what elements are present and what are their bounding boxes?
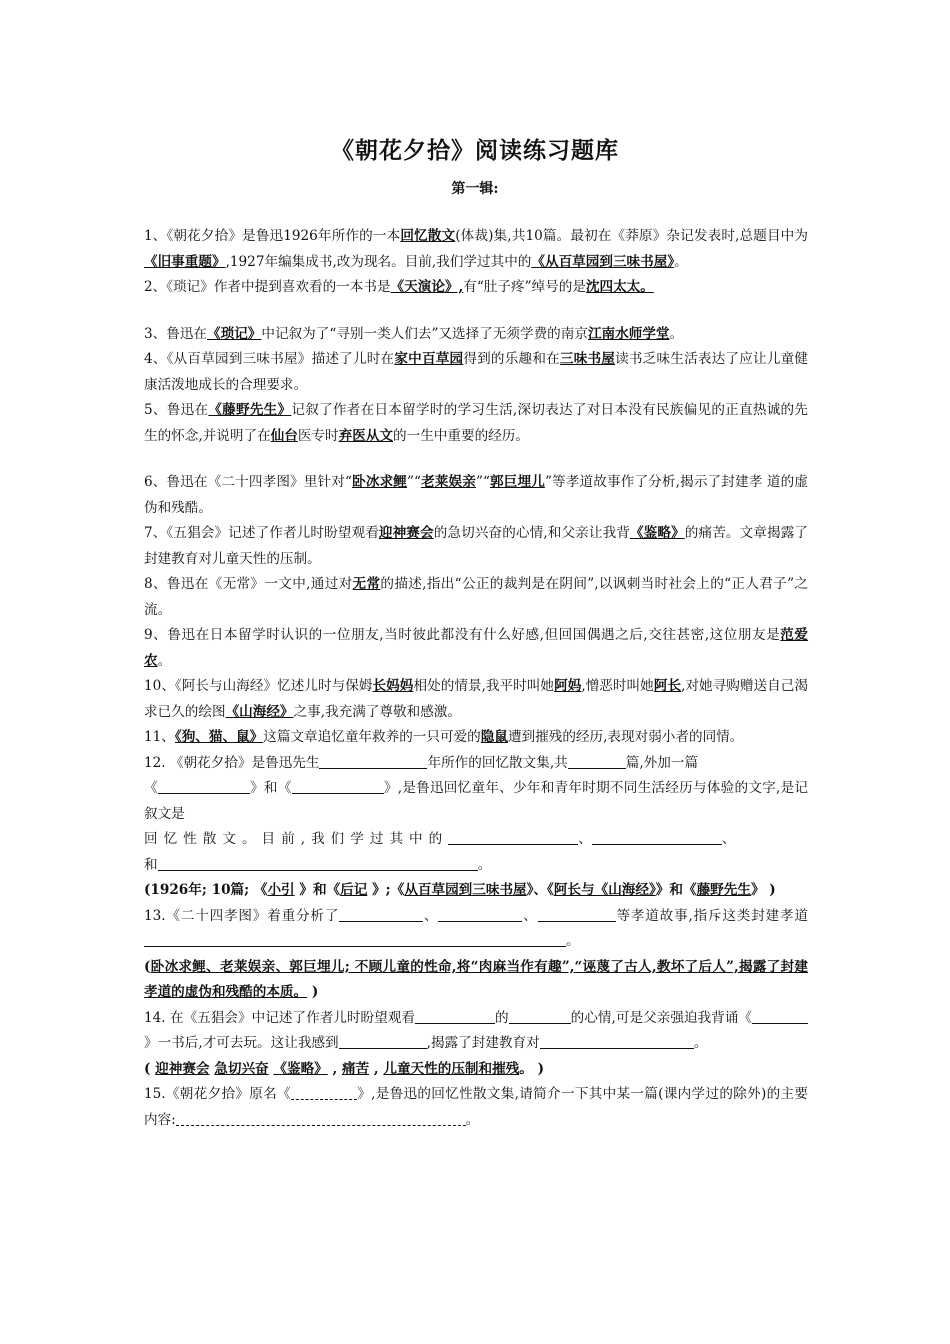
- answer-blank[interactable]: [319, 753, 427, 769]
- question-4: 4、《从百草园到三味书屋》描述了儿时在家中百草园得到的乐趣和在三味书屋读书乏味生活表达了应让儿童健康活泼地成长的合理要求。: [144, 351, 809, 393]
- answer-blank[interactable]: [415, 1008, 495, 1024]
- question-6: 6、鲁迅在《二十四孝图》里针对“卧冰求鲤”“老莱娱亲”“郭巨埋儿”等孝道故事作了分析,揭示了封建孝 道的虚伪和残酷。: [144, 474, 808, 516]
- answer-blank[interactable]: [176, 1110, 466, 1126]
- answer-blank[interactable]: [158, 855, 478, 871]
- answer-13: (卧冰求鲤、老莱娱亲、郭巨埋儿; 不顾儿童的性命,将“肉麻当作有趣”,“诬蔑了古人,教坏了后人”,揭露了封建孝道的虚伪和残酷的本质。 ): [144, 958, 808, 1000]
- answer-blank[interactable]: [339, 906, 423, 922]
- page-title: 《朝花夕拾》阅读练习题库: [331, 138, 619, 164]
- question-5: 5、鲁迅在《藤野先生》记叙了作者在日本留学时的学习生活,深切表达了对日本没有民族偏见的正直热诚的先生的怀念,并说明了在仙台医专时弃医从文的一生中重要的经历。: [144, 402, 808, 444]
- answer-blank[interactable]: [291, 1084, 357, 1100]
- question-2: 2、《琐记》作者中提到喜欢看的一本书是《天演论》,有“肚子疼”绰号的是沈四太太。: [144, 279, 654, 295]
- question-14: 14. 在《五猖会》中记述了作者儿时盼望观看 的 的心情,可是父亲强迫我背诵《》一书后,才可去玩。这让我感到 ,揭露了封建教育对 。: [144, 1006, 808, 1057]
- question-12: 12. 《朝花夕拾》是鲁迅先生 年所作的回忆散文集,共 篇,外加一篇 《 》和《 》,是鲁迅回忆童年、少年和青年时期不同生活经历与体验的文字,是记叙文是 回忆性散文。目前,我们学过其中的 、 、 和 。: [144, 754, 809, 873]
- answer-blank[interactable]: [292, 778, 384, 794]
- answer-blank[interactable]: [538, 906, 616, 922]
- answer-14: ( 迎神赛会 急切兴奋 《鉴略》 , 痛苦 , 儿童天性的压制和摧残。 ): [144, 1060, 545, 1077]
- answer-blank[interactable]: [158, 778, 250, 794]
- question-8: 8、鲁迅在《无常》一文中,通过对无常的描述,指出“公正的裁判是在阴间”,以讽刺当时社会上的“正人君子”之流。: [144, 576, 808, 618]
- answer-blank[interactable]: [144, 931, 566, 947]
- question-13: 13.《二十四孝图》着重分析了 、 、 等孝道故事,指斥这类封建孝道。: [144, 907, 809, 949]
- answer-blank[interactable]: [592, 829, 722, 845]
- question-1: 1、《朝花夕拾》是鲁迅1926年所作的一本回忆散文(体裁)集,共10篇。最初在《莽原》杂记发表时,总题目中为《旧事重题》,1927年编集成书,改为现名。目前,我们学过其中的《从百草园到三味书屋》。: [144, 228, 808, 270]
- page-subtitle: 第一辑:: [451, 181, 499, 197]
- answer-blank[interactable]: [644, 1033, 694, 1049]
- answer-blank[interactable]: [509, 1008, 571, 1024]
- question-3: 3、鲁迅在《琐记》中记叙为了“寻别一类人们去”又选择了无须学费的南京江南水师学堂。: [144, 325, 684, 342]
- answer-12: (1926年; 10篇; 《小引 》和《后记 》;《从百草园到三味书屋》、《阿长与《山海经》》和《藤野先生》 ): [144, 882, 776, 898]
- answer-blank[interactable]: [568, 753, 626, 769]
- question-7: 7、《五猖会》记述了作者儿时盼望观看迎神赛会的急切兴奋的心情,和父亲让我背《鉴略》的痛苦。文章揭露了封建教育对儿童天性的压制。: [144, 525, 809, 567]
- question-9: 9、鲁迅在日本留学时认识的一位朋友,当时彼此都没有什么好感,但回国偶遇之后,交往甚密,这位朋友是范爱农。: [144, 627, 809, 669]
- question-11: 11、《狗、猫、鼠》这篇文章追忆童年救养的一只可爱的隐鼠遭到摧残的经历,表现对弱小者的同情。: [144, 729, 744, 745]
- answer-blank[interactable]: [448, 829, 578, 845]
- answer-blank[interactable]: [339, 1033, 427, 1049]
- answer-blank[interactable]: [540, 1033, 644, 1049]
- question-list: [144, 224, 808, 1133]
- answer-blank[interactable]: [752, 1008, 808, 1024]
- answer-blank[interactable]: [438, 906, 522, 922]
- question-15: 15.《朝花夕拾》原名《 》,是鲁迅的回忆性散文集,请简介一下其中某一篇(课内学过的除外)的主要内容: 。: [144, 1086, 808, 1128]
- question-10: 10、《阿长与山海经》忆述儿时与保姆长妈妈相处的情景,我平时叫她阿妈,憎恶时叫她阿长,对她寻购赠送自己渴求已久的绘图《山海经》之事,我充满了尊敬和感激。: [144, 678, 809, 720]
